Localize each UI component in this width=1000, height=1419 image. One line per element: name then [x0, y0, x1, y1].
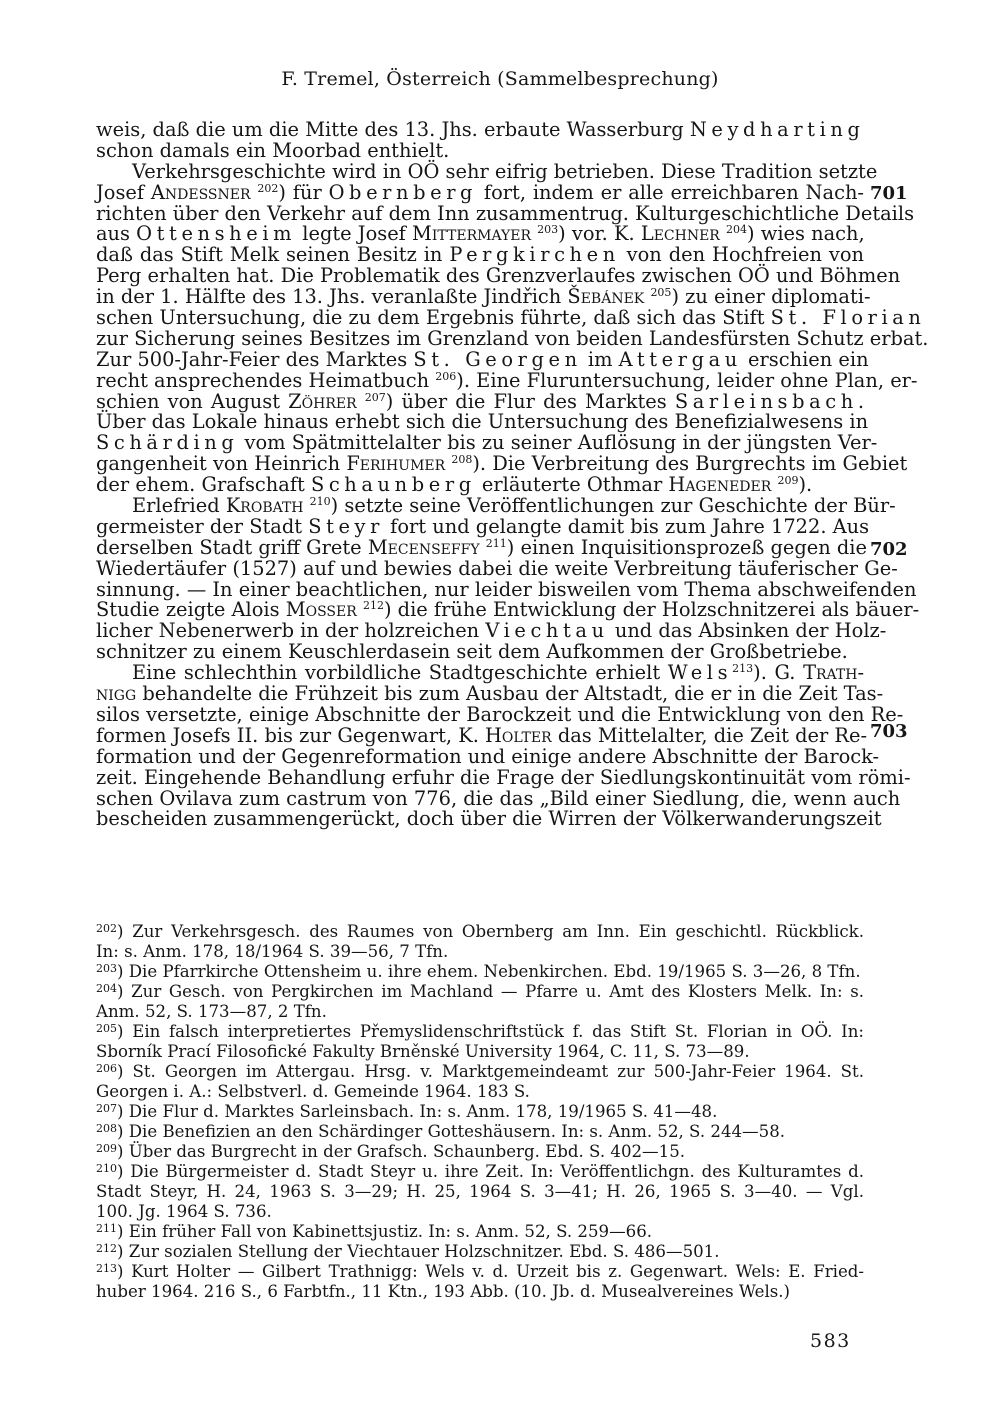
- spaced-name: Attergau: [618, 347, 742, 371]
- text-line: [96, 744, 880, 768]
- text-run: ) für: [278, 180, 329, 204]
- author-name: Šebánek: [567, 285, 645, 309]
- text-run: aus: [96, 222, 137, 246]
- text-run: bescheiden zusammengerückt, doch über die Wirren der Völkerwanderungszeit: [96, 807, 882, 831]
- footnote: [96, 1162, 864, 1222]
- text-run: recht ansprechendes Heimatbuch: [96, 368, 436, 392]
- text-run: ) wies nach,: [747, 222, 865, 246]
- footnote-ref: 213: [732, 662, 754, 676]
- text-line: [96, 577, 917, 601]
- spaced-name: Sarleinsbach: [674, 389, 858, 413]
- footnote: [96, 962, 864, 982]
- text-line: [96, 431, 878, 455]
- footnote-number: 212: [96, 1242, 117, 1255]
- footnote-number: 210: [96, 1162, 117, 1175]
- text-run: erläuterte Othmar: [475, 473, 669, 497]
- text-run: Josef: [96, 180, 151, 204]
- footnote-line: [96, 1062, 864, 1082]
- footnote: [96, 1062, 864, 1102]
- author-name: Krobath: [225, 494, 304, 518]
- text-line: [96, 723, 868, 747]
- footnote-number: 209: [96, 1142, 117, 1155]
- text-line: [96, 535, 867, 559]
- text-run: legte Josef: [296, 222, 413, 246]
- footnote-number: 203: [96, 962, 117, 975]
- text-run: schen Untersuchung, die zu dem Ergebnis führte, daß sich das Stift: [96, 306, 771, 330]
- footnote-number: 205: [96, 1022, 117, 1035]
- footnote: [96, 1122, 864, 1142]
- text-run: silos versetzte, einige Abschnitte der Barockzeit und die Entwicklung von den Re-: [96, 702, 904, 726]
- footnote-line: [96, 942, 864, 962]
- text-line: [96, 663, 864, 684]
- text-run: Erlefried: [132, 494, 226, 518]
- footnote-text: 100. Jg. 1964 S. 736.: [96, 1202, 272, 1221]
- text-run: behandelte die Frühzeit bis zum Ausbau der Altstadt, die er in die Zeit Tas-: [136, 682, 884, 706]
- text-line: [96, 475, 864, 496]
- footnote-text: Sborník Prací Filosofické Fakulty Brněnské University 1964, C. 11, S. 73—89.: [96, 1042, 750, 1061]
- footnote-text: In: s. Anm. 178, 18/1964 S. 39—56, 7 Tfn.: [96, 942, 449, 961]
- footnote-text: Georgen i. A.: Selbstverl. d. Gemeinde 1964. 183 S.: [96, 1082, 530, 1101]
- footnote: [96, 1222, 864, 1242]
- author-name: Mittermayer: [412, 222, 531, 246]
- spaced-name: Schärding: [96, 431, 239, 455]
- text-run: Verkehrsgeschichte wird in OÖ sehr eifrig betrieben. Diese Tradition setzte: [132, 159, 878, 183]
- text-run: Über das Lokale hinaus erhebt sich die Untersuchung des Benefizialwesens in: [96, 410, 869, 434]
- text-line: [96, 765, 911, 789]
- footnote-line: [96, 982, 864, 1002]
- spaced-name: Schaunberg: [310, 473, 476, 497]
- footnote-line: [96, 1222, 864, 1242]
- text-run: ) einen Inquisitionsprozeß gegen die: [506, 535, 867, 559]
- text-line: [96, 245, 864, 266]
- footnote-number: 211: [96, 1222, 117, 1235]
- text-line: [96, 224, 864, 245]
- text-run: zur Sicherung seines Besitzes im Grenzland von beiden Landesfürsten Schutz erbat.: [96, 326, 929, 350]
- text-line: [96, 120, 864, 141]
- text-run: erschien ein: [741, 347, 869, 371]
- text-run: sinnung. — In einer beachtlichen, nur leider bisweilen vom Thema abschweifenden: [96, 577, 917, 601]
- author-name: Mecenseffy: [367, 535, 480, 559]
- footnote: [96, 922, 864, 962]
- text-line: [96, 285, 871, 309]
- footnote-text: Stadt Steyr, H. 24, 1963 S. 3—29; H. 25, 1964 S. 3—41; H. 26, 1965 S. 3—40. — Vgl.: [96, 1182, 864, 1201]
- running-head: F. Tremel, Österreich (Sammelbesprechung): [281, 68, 719, 90]
- footnote-text: ) Die Benefizien an den Schärdinger Gotteshäusern. In: s. Anm. 52, S. 244—58.: [117, 1122, 786, 1141]
- footnote-text: ) Kurt Holter — Gilbert Trathnigg: Wels v. d. Urzeit bis z. Gegenwart. Wels: E. Fried-: [117, 1262, 864, 1281]
- text-run: daß das Stift Melk seinen Besitz in: [96, 243, 450, 267]
- text-run: schnitzer zu einem Keuschlerdasein seit dem Aufkommen der Großbetriebe.: [96, 640, 848, 664]
- spaced-name: Steyr: [308, 514, 384, 538]
- text-line: [96, 306, 926, 330]
- footnote-line: [96, 1102, 864, 1122]
- footnote-ref: 205: [650, 286, 672, 300]
- text-run: Eine schlechthin vorbildliche Stadtgeschichte erhielt: [132, 661, 668, 685]
- text-line: [96, 368, 918, 392]
- text-run: in der 1. Hälfte des 13. Jhs. veranlaßte Jindřich: [96, 285, 568, 309]
- text-run: ). Die Verbreitung des Burgrechts im Gebiet: [472, 452, 908, 476]
- spaced-name: Ottensheim: [136, 222, 297, 246]
- text-run: formation und der Gegenreformation und einige andere Abschnitte der Barock-: [96, 744, 880, 768]
- footnote-text: ) Ein falsch interpretiertes Přemyslidenschriftstück f. das Stift St. Florian in OÖ. In:: [117, 1022, 864, 1041]
- text-line: [96, 556, 898, 580]
- text-run: und das Absinken der Holz-: [608, 619, 887, 643]
- footnote-line: [96, 962, 864, 982]
- text-run: fort, indem er alle erreichbaren Nach-: [477, 180, 864, 204]
- footnote-ref: 212: [362, 599, 384, 613]
- author-name: Holter: [485, 723, 552, 747]
- text-line: [96, 326, 929, 350]
- footnote-text: ) Die Flur d. Marktes Sarleinsbach. In: s. Anm. 178, 19/1965 S. 41—48.: [117, 1102, 718, 1121]
- footnote-ref: 211: [485, 536, 507, 550]
- text-run: ) die frühe Entwicklung der Holzschnitzerei als bäuer-: [383, 598, 920, 622]
- text-line: [96, 702, 904, 726]
- footnote-line: [96, 1162, 864, 1182]
- text-run: ).: [798, 473, 813, 497]
- footnote-line: [96, 1082, 864, 1102]
- text-run: von den Hochfreien von: [619, 243, 864, 267]
- margin-number-702: 702: [870, 539, 908, 560]
- text-run: ) setzte seine Veröffentlichungen zur Geschichte der Bür-: [330, 494, 896, 518]
- text-run: Zur 500-Jahr-Feier des Marktes: [96, 347, 414, 371]
- text-run: zeit. Eingehende Behandlung erfuhr die Frage der Siedlungskontinuität vom römi-: [96, 765, 911, 789]
- footnote-line: [96, 1202, 864, 1222]
- text-run: das Mittelalter, die Zeit der Re-: [551, 723, 868, 747]
- text-line: [96, 619, 887, 643]
- footnote-text: ) Die Pfarrkirche Ottensheim u. ihre ehem. Nebenkirchen. Ebd. 19/1965 S. 3—26, 8 Tfn.: [117, 962, 861, 981]
- footnote-text: Anm. 52, S. 173—87, 2 Tfn.: [96, 1002, 327, 1021]
- text-line: [96, 514, 870, 538]
- text-line: [96, 264, 901, 288]
- footnote-ref: 203: [537, 223, 559, 237]
- spaced-name: St. Florian: [770, 306, 926, 330]
- footnote: [96, 1262, 864, 1302]
- margin-number-703: 703: [870, 721, 908, 742]
- text-run: ) zu einer diplomati-: [671, 285, 871, 309]
- text-line: [96, 138, 864, 162]
- text-run: ) vor. K.: [558, 222, 641, 246]
- text-line: [96, 494, 896, 518]
- spaced-name: Neydharting: [689, 118, 865, 141]
- footnote-ref: 204: [726, 223, 748, 237]
- text-line: [96, 807, 882, 831]
- margin-number-701: 701: [870, 183, 908, 204]
- spaced-name: Obernberg: [328, 180, 478, 204]
- author-name: Zöhrer: [288, 389, 357, 413]
- text-run: [357, 390, 365, 413]
- text-run: Wiedertäufer (1527) auf und bewies dabei die weite Verbreitung täuferischer Ge-: [96, 556, 898, 580]
- spaced-name: Wels: [667, 661, 733, 685]
- footnote-ref: 210: [309, 495, 331, 509]
- footnote: [96, 1102, 864, 1122]
- footnote: [96, 1022, 864, 1062]
- paragraph: [96, 120, 864, 162]
- footnote-line: [96, 1042, 864, 1062]
- text-run: germeister der Stadt: [96, 514, 309, 538]
- text-run: derselben Stadt griff Grete: [96, 535, 368, 559]
- text-line: [96, 410, 869, 434]
- footnote: [96, 1142, 864, 1162]
- text-run: schon damals ein Moorbad enthielt.: [96, 138, 450, 162]
- footnote-text: ) Zur Verkehrsgesch. des Raumes von Obernberg am Inn. Ein geschichtl. Rückblick.: [117, 922, 864, 941]
- text-run: im: [581, 347, 619, 371]
- footnote-ref: 208: [451, 453, 473, 467]
- footnote-line: [96, 1282, 864, 1302]
- footnote-number: 208: [96, 1122, 117, 1135]
- text-run: weis, daß die um die Mitte des 13. Jhs. erbaute Wasserburg: [96, 118, 690, 141]
- footnote-number: 202: [96, 922, 117, 935]
- text-line: [96, 201, 915, 225]
- text-run: Studie zeigte Alois: [96, 598, 286, 622]
- footnote-line: [96, 922, 864, 942]
- footnote-text: huber 1964. 216 S., 6 Farbtfn., 11 Ktn., 193 Abb. (10. Jb. d. Musealvereines Wels.): [96, 1282, 791, 1301]
- text-run: richten über den Verkehr auf dem Inn zusammentrug. Kulturgeschichtliche Details: [96, 201, 915, 225]
- footnote-number: 207: [96, 1102, 117, 1115]
- text-line: [96, 159, 878, 183]
- text-run: formen Josefs II. bis zur Gegenwart, K.: [96, 723, 486, 747]
- footnote-ref: 209: [777, 474, 799, 488]
- footnote-ref: 207: [364, 390, 386, 404]
- footnote-line: [96, 1142, 864, 1162]
- text-line: [96, 347, 869, 371]
- text-run: fort und gelangte damit bis zum Jahre 1722. Aus: [383, 514, 870, 538]
- spaced-name: St. Georgen: [413, 347, 582, 371]
- text-line: [96, 642, 864, 663]
- page-number: 583: [810, 1330, 851, 1352]
- spaced-name: Viechtau: [485, 619, 609, 643]
- author-name: nigg: [96, 682, 137, 706]
- text-run: der ehem. Grafschaft: [96, 473, 311, 497]
- text-run: schien von August: [96, 389, 289, 413]
- text-run: gangenheit von Heinrich: [96, 452, 347, 476]
- spaced-name: Pergkirchen: [449, 243, 620, 267]
- footnote-text: ) Über das Burgrecht in der Grafsch. Schaunberg. Ebd. S. 402—15.: [117, 1142, 686, 1161]
- footnote-line: [96, 1122, 864, 1142]
- text-run: Perg erhalten hat. Die Problematik des Grenzverlaufes zwischen OÖ und Böhmen: [96, 264, 901, 288]
- author-name: Trath-: [803, 661, 864, 685]
- text-run: ). G.: [753, 661, 804, 685]
- footnote: [96, 1242, 864, 1262]
- author-name: Ferihumer: [346, 452, 446, 476]
- text-line: [96, 389, 864, 413]
- footnote-ref: 206: [435, 369, 457, 383]
- footnote-line: [96, 1262, 864, 1282]
- text-run: ) über die Flur des Marktes: [385, 389, 675, 413]
- text-run: .: [857, 389, 864, 413]
- footnote-number: 206: [96, 1062, 117, 1075]
- footnote-text: ) St. Georgen im Attergau. Hrsg. v. Marktgemeindeamt zur 500-Jahr-Feier 1964. St.: [117, 1062, 864, 1081]
- text-line: [96, 786, 901, 810]
- footnotes: [96, 922, 864, 1302]
- footnote-number: 213: [96, 1262, 117, 1275]
- text-run: schen Ovilava zum castrum von 776, die das „Bild einer Siedlung, die, wenn auch: [96, 786, 901, 810]
- text-run: ). Eine Fluruntersuchung, leider ohne Plan, er-: [456, 368, 918, 392]
- footnote-text: ) Zur Gesch. von Pergkirchen im Machland — Pfarre u. Amt des Klosters Melk. In: s.: [117, 982, 864, 1001]
- text-run: licher Nebenerwerb in der holzreichen: [96, 619, 486, 643]
- footnote: [96, 982, 864, 1022]
- footnote-number: 204: [96, 982, 117, 995]
- text-line: [96, 452, 908, 476]
- author-name: Lechner: [640, 222, 720, 246]
- footnote-ref: 202: [257, 181, 279, 195]
- footnote-line: [96, 1022, 864, 1042]
- text-run: vom Spätmittelalter bis zu seiner Auflösung in der jüngsten Ver-: [238, 431, 878, 455]
- footnote-line: [96, 1242, 864, 1262]
- text-line: [96, 682, 884, 706]
- footnote-text: ) Zur sozialen Stellung der Viechtauer Holzschnitzer. Ebd. S. 486—501.: [117, 1242, 720, 1261]
- footnote-text: ) Die Bürgermeister d. Stadt Steyr u. ihre Zeit. In: Veröffentlichgn. des Kulturamtes d.: [117, 1162, 864, 1181]
- author-name: Hageneder: [668, 473, 772, 497]
- text-line: [96, 598, 920, 622]
- footnote-line: [96, 1002, 864, 1022]
- author-name: Andessner: [150, 180, 251, 204]
- author-name: Mosser: [285, 598, 357, 622]
- footnote-line: [96, 1182, 864, 1202]
- text-line: [96, 180, 864, 204]
- footnote-text: ) Ein früher Fall von Kabinettsjustiz. In: s. Anm. 52, S. 259—66.: [117, 1222, 653, 1241]
